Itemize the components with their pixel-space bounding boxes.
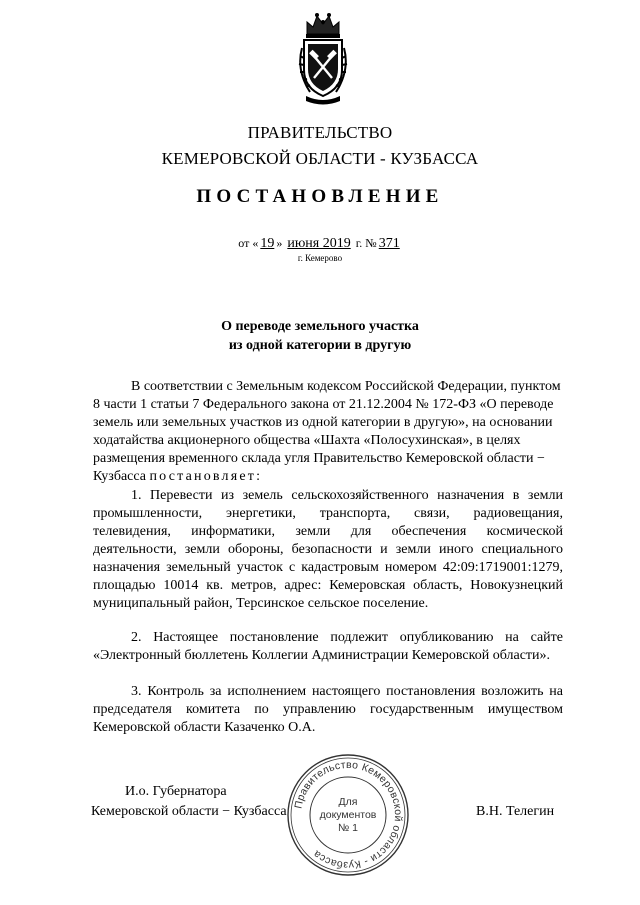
signatory-name: В.Н. Телегин	[476, 804, 555, 819]
stamp-line1: Для	[338, 796, 358, 808]
subject-line1: О переводе земельного участка	[221, 319, 419, 334]
preamble-paragraph	[93, 378, 563, 486]
subject-line2: из одной категории в другую	[228, 338, 412, 353]
signatory-post-line2: Кемеровской области − Кузбасса	[91, 804, 287, 819]
org-name-line2: КЕМЕРОВСКОЙ ОБЛАСТИ - КУЗБАССА	[161, 149, 479, 168]
item-2-text: 2. Настоящее постановление подлежит опубликованию на сайте «Электронный бюллетень Коллегии Администрации Кемеровской области».	[93, 630, 563, 663]
official-stamp	[285, 752, 411, 878]
item-2-paragraph	[93, 629, 563, 665]
date-month-year: июня 2019	[287, 236, 351, 251]
date-close-quote: »	[276, 236, 283, 250]
document-type-title: ПОСТАНОВЛЕНИЕ	[196, 186, 444, 207]
stamp-line3: № 1	[337, 822, 359, 834]
org-name-line1: ПРАВИТЕЛЬСТВО	[247, 123, 393, 142]
city-name: г. Кемерово	[297, 253, 343, 263]
postanovlyaet-word: постановляет:	[149, 469, 263, 484]
stamp-line2: документов	[319, 809, 377, 821]
signatory-post-line1: И.о. Губернатора	[125, 784, 227, 799]
stamp-ring-text: Правительство Кемеровской области - Кузбасса	[292, 758, 405, 872]
item-3-paragraph	[93, 683, 563, 737]
preamble-text: В соответствии с Земельным кодексом Российской Федерации, пунктом 8 части 1 статьи 7 Федерального закона от 21.12.2004 № 172-ФЗ «О переводе земель или земельных участков из одной категории в другую», на основании ходатайства акционерного общества «Шахта «Полосухинская», в целях размещения временного склада угля Правительство Кемеровской области − Кузбасса	[93, 379, 561, 484]
document-number: 371	[378, 236, 400, 251]
item-1-text: 1. Перевести из земель сельскохозяйственного назначения в земли промышленности, энергетики, транспорта, связи, радиовещания, телевидения, информатики, земли для обеспечения космической деятельности, земли обороны, безопасности и земли иного специального назначения земельный участок с кадастровым номером 42:09:1719001:1279, площадью 10014 кв. метров, адрес: Кемеровская область, Новокузнецкий муниципальный район, Терсинское сельское поселение.	[93, 488, 563, 611]
date-year-suffix: г.	[355, 236, 363, 250]
date-prefix: от «	[238, 236, 259, 250]
document-subject	[0, 317, 640, 355]
date-day: 19	[260, 236, 275, 251]
kemerovo-coat-of-arms-icon	[296, 8, 350, 108]
item-1-paragraph	[93, 487, 563, 613]
date-number-line	[0, 236, 640, 252]
item-3-text: 3. Контроль за исполнением настоящего постановления возложить на председателя комитета по управлению государственным имуществом Кемеровской области Казаченко О.А.	[93, 684, 563, 735]
number-sign: №	[365, 236, 377, 250]
